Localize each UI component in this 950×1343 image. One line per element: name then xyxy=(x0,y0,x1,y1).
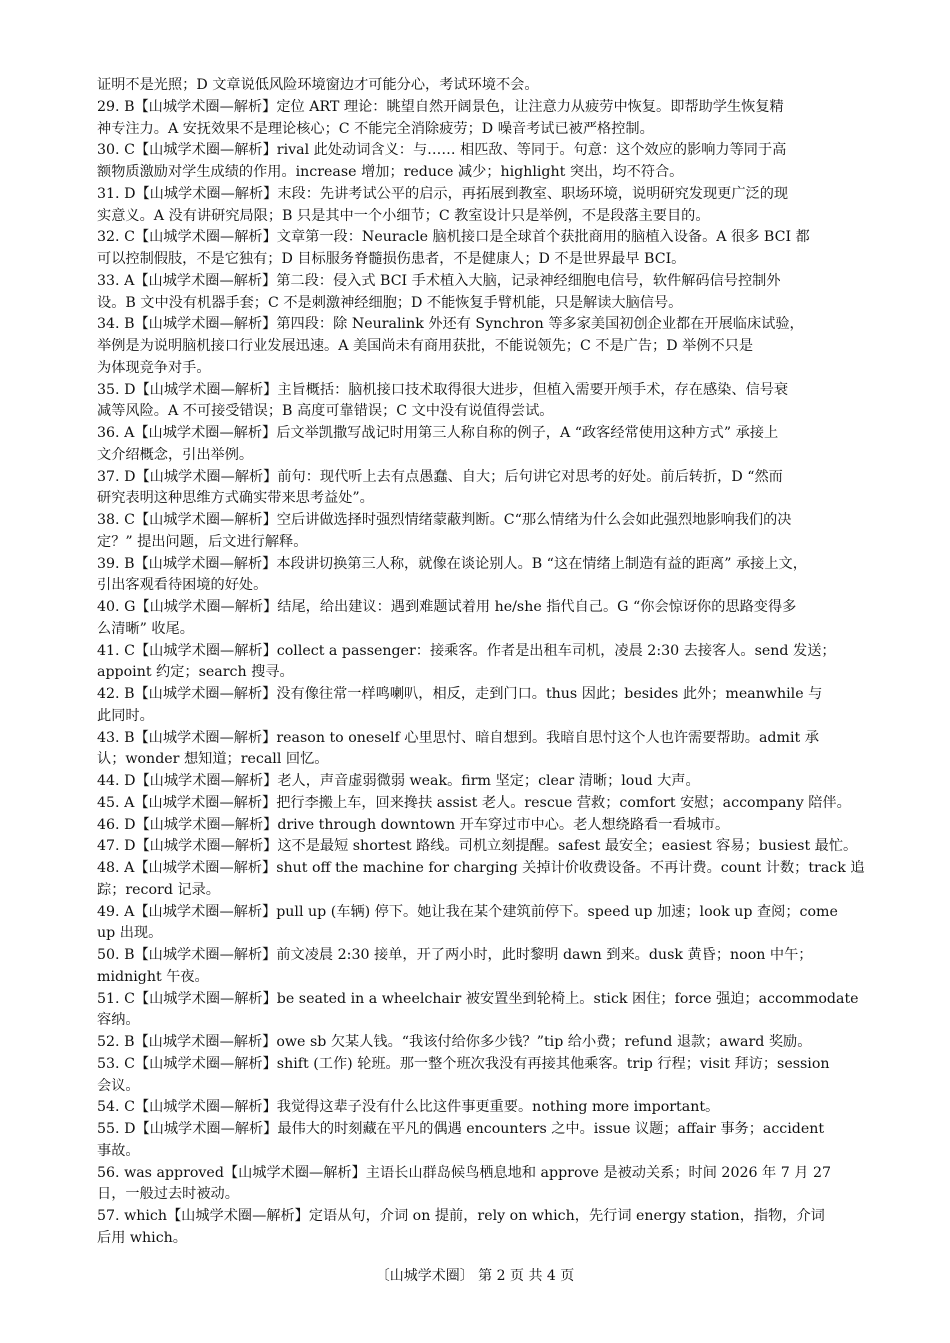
text-line: 踪；record 记录。 xyxy=(97,881,220,898)
text-line: 额物质激励对学生成绩的作用。increase 增加；reduce 减少；highlight 突出，均不符合。 xyxy=(97,164,684,180)
text-line: 36. A【山城学术圈—解析】后文举凯撒写战记时用第三人称自称的例子，A “政客经常使用这种方式” 承接上 xyxy=(97,425,779,441)
text-line: midnight 午夜。 xyxy=(97,968,209,985)
text-line: 文介绍概念，引出举例。 xyxy=(97,446,254,463)
text-line: 减等风险。A 不可接受错误；B 高度可靠错误；C 文中没有说值得尝试。 xyxy=(97,403,554,420)
text-line: 认；wonder 想知道；recall 回忆。 xyxy=(97,751,329,768)
page-footer: 〔山城学术圈〕 第 2 页 共 4 页 xyxy=(375,1268,575,1284)
text-line: 54. C【山城学术圈—解析】我觉得这辈子没有什么比这件事更重要。nothing more important。 xyxy=(97,1099,720,1116)
text-line: 30. C【山城学术圈—解析】rival 此处动词含义：与…… 相匹敌、等同于。句意：这个效应的影响力等同于高 xyxy=(97,142,787,159)
text-line: 38. C【山城学术圈—解析】空后讲做选择时强烈情绪蒙蔽判断。C“那么情绪为什么会如此强烈地影响我们的决 xyxy=(97,512,792,528)
text-line: 55. D【山城学术圈—解析】最伟大的时刻藏在平凡的偶遇 encounters 之中。issue 议题；affair 事务；accident xyxy=(97,1121,825,1137)
text-line: 容纳。 xyxy=(97,1012,140,1029)
text-line: 52. B【山城学术圈—解析】owe sb 欠某人钱。“我该付给你多少钱？”tip 给小费；refund 退款；award 奖励。 xyxy=(97,1034,812,1050)
text-line: 神专注力。A 安抚效果不是理论核心；C 不能完全消除疲劳；D 噪音考试已被严格控制。 xyxy=(97,120,654,137)
text-line: 57. which【山城学术圈—解析】定语从句，介词 on 提前，rely on which，先行词 energy station，指物，介词 xyxy=(97,1208,825,1224)
text-line: 引出客观看待困境的好处。 xyxy=(97,577,268,594)
text-line: 43. B【山城学术圈—解析】reason to oneself 心里思忖、暗自想到。我暗自思忖这个人也许需要帮助。admit 承 xyxy=(97,729,819,746)
text-line: 事故。 xyxy=(97,1142,140,1159)
text-line: 46. D【山城学术圈—解析】drive through downtown 开车穿过市中心。老人想绕路看一看城市。 xyxy=(97,816,730,833)
text-line: 后用 which。 xyxy=(97,1229,187,1246)
text-line: 40. G【山城学术圈—解析】结尾，给出建议：遇到难题试着用 he/she 指代自己。G “你会惊讶你的思路变得多 xyxy=(97,599,797,615)
text-line: appoint 约定；search 搜寻。 xyxy=(97,664,294,681)
text-line: 35. D【山城学术圈—解析】主旨概括：脑机接口技术取得很大进步，但植入需要开颅手术，存在感染、信号衰 xyxy=(97,381,789,398)
text-line: 定？” 提出问题，后文进行解释。 xyxy=(97,533,308,550)
text-line: 32. C【山城学术圈—解析】文章第一段：Neuracle 脑机接口是全球首个获批商用的脑植入设备。A 很多 BCI 都 xyxy=(97,229,810,246)
text-line: 50. B【山城学术圈—解析】前文凌晨 2:30 接单，开了两小时，此时黎明 dawn 到来。dusk 黄昏；noon 中午； xyxy=(97,947,813,963)
text-line: 44. D【山城学术圈—解析】老人，声音虚弱微弱 weak。firm 坚定；clear 清晰；loud 大声。 xyxy=(97,773,700,789)
text-line: 为体现竞争对手。 xyxy=(97,359,211,376)
text-line: 34. B【山城学术圈—解析】第四段：除 Neuralink 外还有 Synchron 等多家美国初创企业都在开展临床试验， xyxy=(97,316,804,333)
text-line: 53. C【山城学术圈—解析】shift (工作) 轮班。那一整个班次我没有再接其他乘客。trip 行程；visit 拜访；session xyxy=(97,1055,830,1072)
text-line: 设。B 文中没有机器手套；C 不是刺激神经细胞；D 不能恢复手臂机能，只是解读大脑信号。 xyxy=(97,294,683,311)
text-line: 29. B【山城学术圈—解析】定位 ART 理论：眺望自然开阔景色，让注意力从疲劳中恢复。即帮助学生恢复精 xyxy=(97,98,784,115)
text-line: 48. A【山城学术圈—解析】shut off the machine for charging 关掉计价收费设备。不再计费。count 计数；track 追 xyxy=(97,860,865,876)
text-line: 可以控制假肢，不是它独有；D 目标服务脊髓损伤患者，不是健康人；D 不是世界最早 BCI。 xyxy=(97,251,686,267)
text-line: 举例是为说明脑机接口行业发展迅速。A 美国尚未有商用获批，不能说领先；C 不是广告；D 举例不只是 xyxy=(97,338,754,354)
text-line: 39. B【山城学术圈—解析】本段讲切换第三人称，就像在谈论别人。B “这在情绪上制造有益的距离” 承接上文， xyxy=(97,555,807,572)
text-line: 41. C【山城学术圈—解析】collect a passenger：接乘客。作者是出租车司机，凌晨 2:30 去接客人。send 发送； xyxy=(97,642,836,659)
text-line: 研究表明这种思维方式确实带来思考益处”。 xyxy=(97,490,374,507)
text-line: 日，一般过去时被动。 xyxy=(97,1186,239,1203)
text-line: 31. D【山城学术圈—解析】末段：先讲考试公平的启示，再拓展到教室、职场环境，说明研究发现更广泛的现 xyxy=(97,185,789,202)
text-line: 49. A【山城学术圈—解析】pull up (车辆) 停下。她让我在某个建筑前停下。speed up 加速；look up 查阅；come xyxy=(97,903,838,920)
text-line: up 出现。 xyxy=(97,925,163,942)
text-line: 证明不是光照；D 文章说低风险环境窗边才可能分心，考试环境不会。 xyxy=(97,77,539,93)
text-line: 实意义。A 没有讲研究局限；B 只是其中一个小细节；C 教室设计只是举例，不是段落主要目的。 xyxy=(97,207,710,224)
text-line: 56. was approved【山城学术圈—解析】主语长山群岛候鸟栖息地和 approve 是被动关系；时间 2026 年 7 月 27 xyxy=(97,1164,832,1181)
text-line: 么清晰” 收尾。 xyxy=(97,620,194,637)
text-line: 42. B【山城学术圈—解析】没有像往常一样鸣喇叭，相反，走到门口。thus 因此；besides 此外；meanwhile 与 xyxy=(97,686,823,702)
text-line: 37. D【山城学术圈—解析】前句：现代听上去有点愚蠢、自大；后句讲它对思考的好处。前后转折，D “然而 xyxy=(97,468,783,485)
text-line: 此同时。 xyxy=(97,707,154,724)
text-line: 47. D【山城学术圈—解析】这不是最短 shortest 路线。司机立刻提醒。safest 最安全；easiest 容易；busiest 最忙。 xyxy=(97,838,858,855)
text-line: 51. C【山城学术圈—解析】be seated in a wheelchair 被安置坐到轮椅上。stick 困住；force 强迫；accommodate xyxy=(97,990,859,1007)
text-line: 会议。 xyxy=(97,1077,140,1094)
text-line: 33. A【山城学术圈—解析】第二段：侵入式 BCI 手术植入大脑，记录神经细胞电信号，软件解码信号控制外 xyxy=(97,272,781,289)
text-line: 45. A【山城学术圈—解析】把行李搬上车，回来搀扶 assist 老人。rescue 营救；comfort 安慰；accompany 陪伴。 xyxy=(97,794,851,811)
